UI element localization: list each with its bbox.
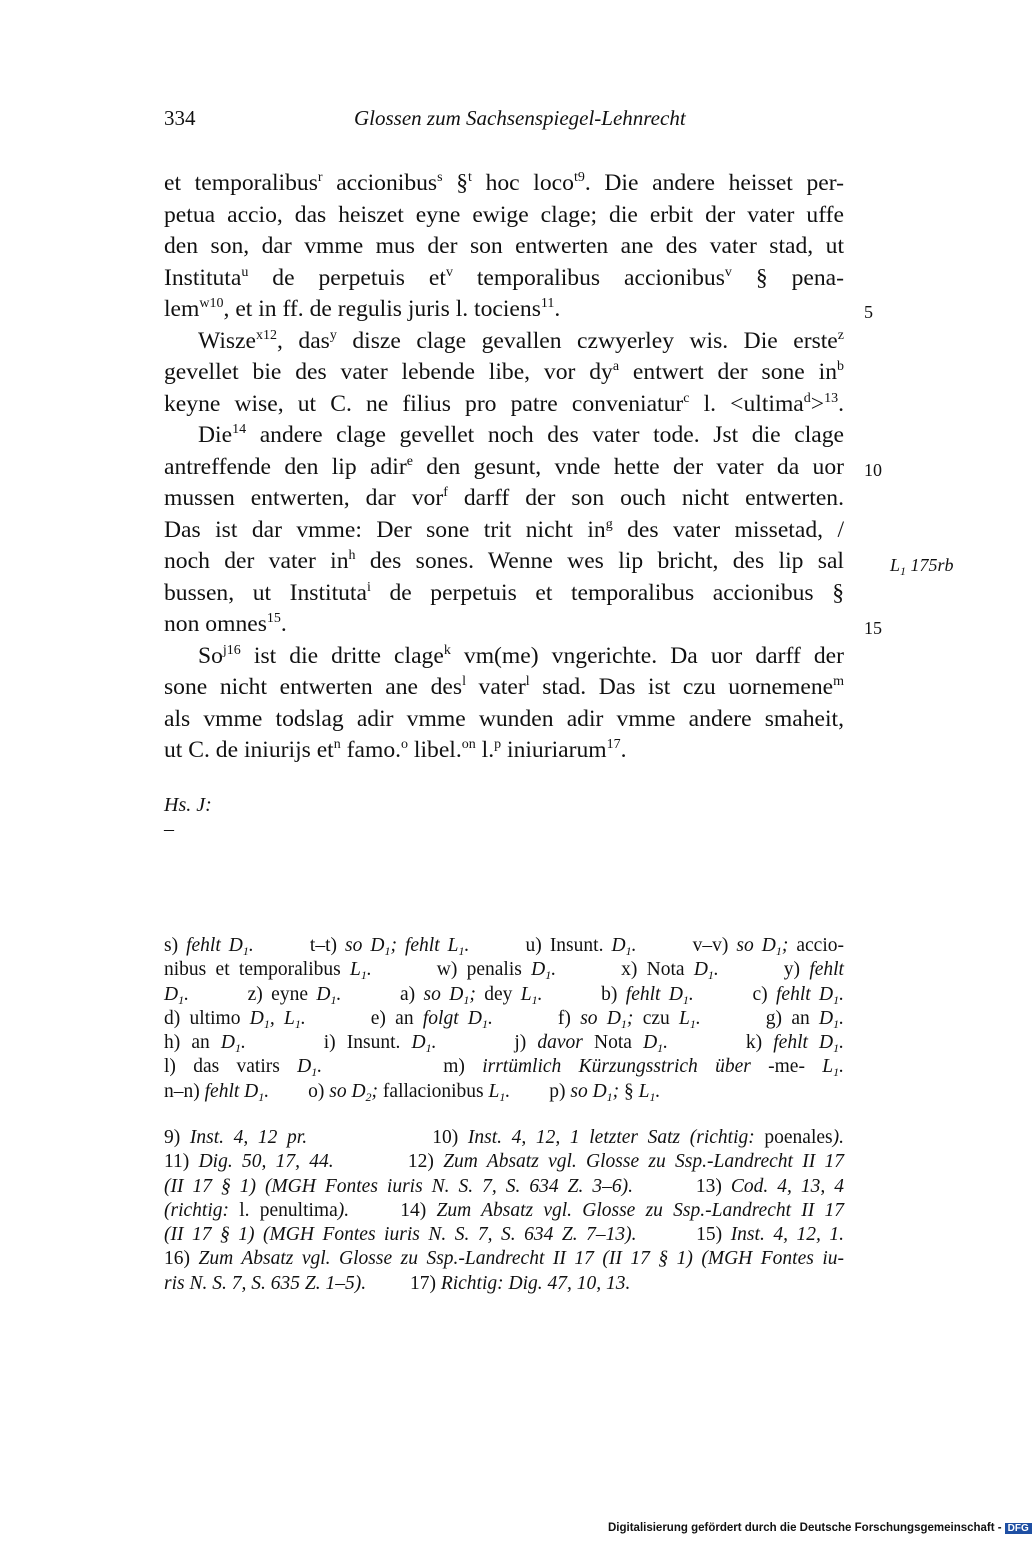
text-line: den son, dar vmme mus der son entwerten ane des vater stad, ut [164,233,844,259]
apparatus-line: $D_1$. z) eyne $D_1$. a) so $D_1$; dey $L_1$. b) fehlt $D_1$. c) fehlt $D_1$. [164,983,844,1007]
apparatus-line: s) fehlt $D_1$. t–t) so $D_1$; fehlt $L_1$. u) Insunt. $D_1$. v–v) so $D_1$; accio- [164,935,844,958]
footnote-line: (II 17 § 1) (MGH Fontes iuris N. S. 7, S. 634 Z. 3–6). 13) Cod. 4, 13, 4 [164,1175,844,1197]
text-line: Die$^{14}$ andere clage gevellet noch des vater tode. Jst die clage [198,422,844,448]
apparatus-line: n–n) fehlt $D_1$. o) so $D_2$; fallacionibus $L_1$. p) so $D_1$; § $L_1$. [164,1080,661,1104]
manuscript-label: Hs. J: [164,794,212,816]
text-line: lem$^{w10}$, et in ff. de regulis juris l. tociens$^{11}$. [164,296,561,322]
text-line: non omnes$^{15}$. [164,611,287,637]
text-line: mussen entwerten, dar vor$^f$ darff der son ouch nicht entwerten. [164,485,844,511]
page-number: 334 [164,106,196,130]
critical-apparatus [164,934,844,1104]
main-text [164,168,844,767]
dfg-footer-text: Digitalisierung gefördert durch die Deutsche Forschungsgemeinschaft - [608,1522,1002,1534]
text-line: ut C. de iniurijs $et^n$ famo.$^o$ libel.$^{on}$ l.$^p$ iniuriarum$^{17}$. [164,737,627,763]
line-number: 10 [864,460,882,480]
source-footnotes [164,1126,844,1296]
text-line: bussen, ut Instituta$^i$ de perpetuis et temporalibus accionibus § [164,579,844,606]
running-title: Glossen zum Sachsenspiegel-Lehnrecht [354,106,686,130]
text-line: antreffende den lip adir$^e$ den gesunt, vnde hette der vater da uor [164,453,844,480]
text-line: Das ist dar vmme: Der sone trit nicht $in^g$ des vater missetad, / [164,516,844,543]
text-line: Institutа$^u$ de perpetuis $et^v$ temporalibus accionibus$^v$ § pena- [164,264,844,291]
manuscript-dash: – [164,818,174,840]
line-number: 15 [864,618,882,638]
footnote-line: (II 17 § 1) (MGH Fontes iuris N. S. 7, S. 634 Z. 7–13). 15) Inst. 4, 12, 1. [164,1224,844,1246]
text-line: noch der vater $in^h$ des sones. Wenne wes lip bricht, des lip sal [164,548,844,574]
footnote-line: 11) Dig. 50, 17, 44. 12) Zum Absatz vgl. Glosse zu Ssp.-Landrecht II 17 [164,1151,844,1173]
margin-note: $L_1$ 175rb [890,555,954,578]
footnote-line: 9) Inst. 4, 12 pr. 10) Inst. 4, 12, 1 letzter Satz (richtig: poenales). [164,1127,844,1148]
text-line: Wisze$^{x12}$, das$^y$ disze clage gevallen czwyerley wis. Die erste$^z$ [198,327,844,354]
dfg-footer [608,1522,1032,1534]
apparatus-line: d) ultimo $D_1$, $L_1$. e) an folgt $D_1$. f) so $D_1$; czu $L_1$. g) an $D_1$. [164,1007,844,1031]
line-number: 5 [864,302,873,322]
footnote-line: 16) Zum Absatz vgl. Glosse zu Ssp.-Landrecht II 17 (II 17 § 1) (MGH Fontes iu- [164,1248,844,1270]
footnote-line: (richtig: l. penultima). 14) Zum Absatz vgl. Glosse zu Ssp.-Landrecht II 17 [164,1199,844,1221]
text-line: $So^{j16}$ ist die dritte clage$^k$ vm(me) vngerichte. Da uor darff der [198,642,844,669]
text-line: gevellet bie des vater lebende libe, vor $dy^a$ entwert der sone $in^b$ [164,359,844,385]
text-line: als vmme todslag adir vmme wunden adir vmme andere smaheit, [164,705,844,732]
text-line: petua accio, das heiszet eyne ewige clage; die erbit der vater uffe [164,201,844,228]
apparatus-line: nibus et temporalibus $L_1$. w) penalis $D_1$. x) Nota $D_1$. y) fehlt [164,959,844,983]
apparatus-line: l) das vatirs $D_1$. m) irrtümlich Kürzungsstrich über -me- $L_1$. [164,1056,844,1080]
apparatus-line: h) an $D_1$. i) Insunt. $D_1$. j) davor Nota $D_1$. k) fehlt $D_1$. [164,1032,845,1056]
dfg-logo: DFG [1005,1523,1032,1534]
text-line: sone nicht entwerten ane des$^l$ vater$^l$ stad. Das ist czu uornemene$^m$ [164,674,844,700]
page-header [164,106,844,140]
footnote-line: ris N. S. 7, S. 635 Z. 1–5). 17) Richtig: Dig. 47, 10, 13. [164,1272,631,1294]
text-line: et temporalibus$^r$ accionibus$^s$ §$^t$ hoc loco$^{t9}$. Die andere heisset per- [164,170,845,196]
text-line: keyne wise, ut C. ne filius pro patre conveniatur$^c$ l. <ultima$^d$>$^{13}$. [164,390,844,417]
